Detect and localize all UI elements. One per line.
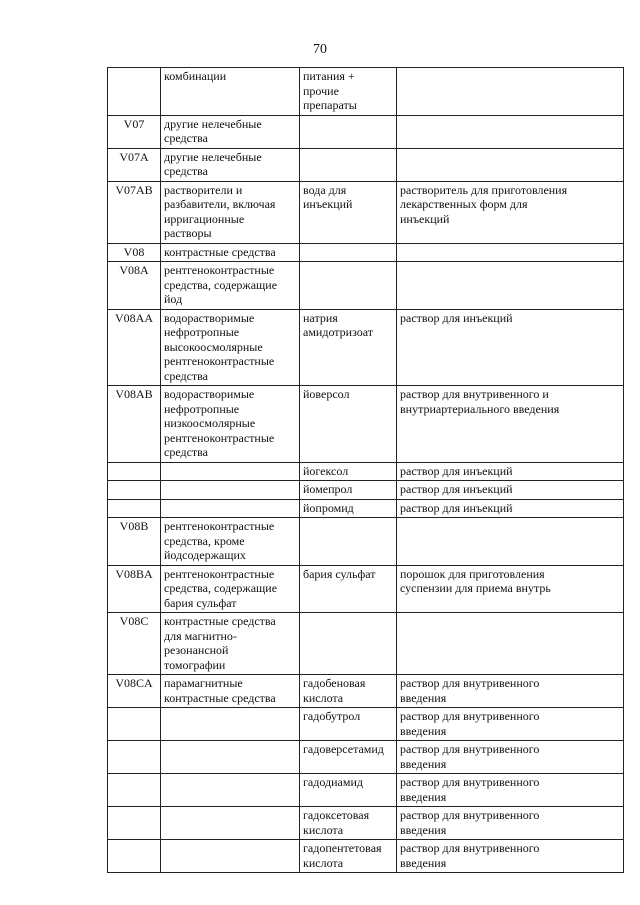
drug-name-cell: питания + прочие препараты [300,68,397,116]
group-name-cell: контрастные средства [161,243,300,262]
table-row [108,181,624,243]
atc-code-cell: V07A [108,148,161,181]
group-name-cell: водорастворимые нефротропные высокоосмолярные рентгеноконтрастные средства [161,309,300,386]
group-name-cell: другие нелечебные средства [161,115,300,148]
drug-name-cell [300,115,397,148]
table-row [108,708,624,741]
atc-code-cell [108,708,161,741]
atc-code-cell: V08A [108,262,161,310]
table-row [108,68,624,116]
dosage-form-cell [397,262,624,310]
table-row [108,243,624,262]
group-name-cell [161,481,300,500]
group-name-cell: рентгеноконтрастные средства, содержащие бария сульфат [161,565,300,613]
dosage-form-cell [397,243,624,262]
atc-code-cell: V07AB [108,181,161,243]
group-name-cell: водорастворимые нефротропные низкоосмолярные рентгеноконтрастные средства [161,386,300,463]
atc-code-cell: V08C [108,613,161,675]
group-name-cell [161,774,300,807]
dosage-form-cell: раствор для инъекций [397,462,624,481]
atc-code-cell: V08 [108,243,161,262]
dosage-form-cell: растворитель для приготовления лекарственных форм для инъекций [397,181,624,243]
atc-code-cell [108,774,161,807]
table-row [108,774,624,807]
dosage-form-cell: порошок для приготовления суспензии для приема внутрь [397,565,624,613]
drug-name-cell: гадобеновая кислота [300,675,397,708]
table-row [108,518,624,566]
group-name-cell [161,741,300,774]
drug-name-cell [300,262,397,310]
drug-name-cell [300,148,397,181]
dosage-form-cell [397,115,624,148]
group-name-cell [161,499,300,518]
dosage-form-cell: раствор для внутривенного введения [397,708,624,741]
table-row [108,386,624,463]
group-name-cell: другие нелечебные средства [161,148,300,181]
atc-code-cell: V07 [108,115,161,148]
group-name-cell [161,462,300,481]
table-row [108,499,624,518]
table-row [108,675,624,708]
group-name-cell: растворители и разбавители, включая ирригационные растворы [161,181,300,243]
atc-code-cell [108,499,161,518]
drug-name-cell [300,518,397,566]
dosage-form-cell: раствор для внутривенного введения [397,807,624,840]
group-name-cell: рентгеноконтрастные средства, содержащие йод [161,262,300,310]
drug-name-cell [300,613,397,675]
dosage-form-cell: раствор для внутривенного введения [397,840,624,873]
atc-code-cell: V08BA [108,565,161,613]
drug-name-cell: йоверсол [300,386,397,463]
dosage-form-cell [397,613,624,675]
dosage-form-cell: раствор для внутривенного введения [397,774,624,807]
dosage-form-cell [397,68,624,116]
table-row [108,115,624,148]
table-row [108,462,624,481]
atc-code-cell: V08AA [108,309,161,386]
dosage-form-cell: раствор для инъекций [397,481,624,500]
atc-code-cell [108,807,161,840]
group-name-cell: контрастные средства для магнитно- резонансной томографии [161,613,300,675]
table-row [108,840,624,873]
dosage-form-cell: раствор для инъекций [397,499,624,518]
atc-code-cell [108,741,161,774]
drug-name-cell: гадодиамид [300,774,397,807]
drug-name-cell: йопромид [300,499,397,518]
drug-name-cell: йомепрол [300,481,397,500]
atc-code-cell: V08AB [108,386,161,463]
group-name-cell [161,807,300,840]
table-row [108,565,624,613]
dosage-form-cell: раствор для внутривенного введения [397,675,624,708]
drug-table [107,67,624,873]
drug-name-cell: бария сульфат [300,565,397,613]
group-name-cell [161,708,300,741]
dosage-form-cell: раствор для внутривенного и внутриартериального введения [397,386,624,463]
atc-code-cell [108,840,161,873]
group-name-cell: комбинации [161,68,300,116]
group-name-cell: парамагнитные контрастные средства [161,675,300,708]
drug-name-cell: йогексол [300,462,397,481]
atc-code-cell [108,462,161,481]
table-body [108,68,624,873]
table-row [108,148,624,181]
table-row [108,481,624,500]
atc-code-cell [108,68,161,116]
dosage-form-cell [397,148,624,181]
atc-code-cell [108,481,161,500]
dosage-form-cell: раствор для внутривенного введения [397,741,624,774]
table-row [108,309,624,386]
group-name-cell [161,840,300,873]
dosage-form-cell: раствор для инъекций [397,309,624,386]
drug-name-cell: гадоксетовая кислота [300,807,397,840]
page-number: 70 [313,42,327,57]
table-row [108,613,624,675]
dosage-form-cell [397,518,624,566]
group-name-cell: рентгеноконтрастные средства, кроме йодсодержащих [161,518,300,566]
drug-name-cell: гадоверсетамид [300,741,397,774]
atc-code-cell: V08B [108,518,161,566]
drug-name-cell: гадобутрол [300,708,397,741]
table-row [108,262,624,310]
table-row [108,807,624,840]
atc-code-cell: V08CA [108,675,161,708]
drug-name-cell [300,243,397,262]
drug-name-cell: натрия амидотризоат [300,309,397,386]
table-row [108,741,624,774]
drug-name-cell: вода для инъекций [300,181,397,243]
drug-name-cell: гадопентетовая кислота [300,840,397,873]
